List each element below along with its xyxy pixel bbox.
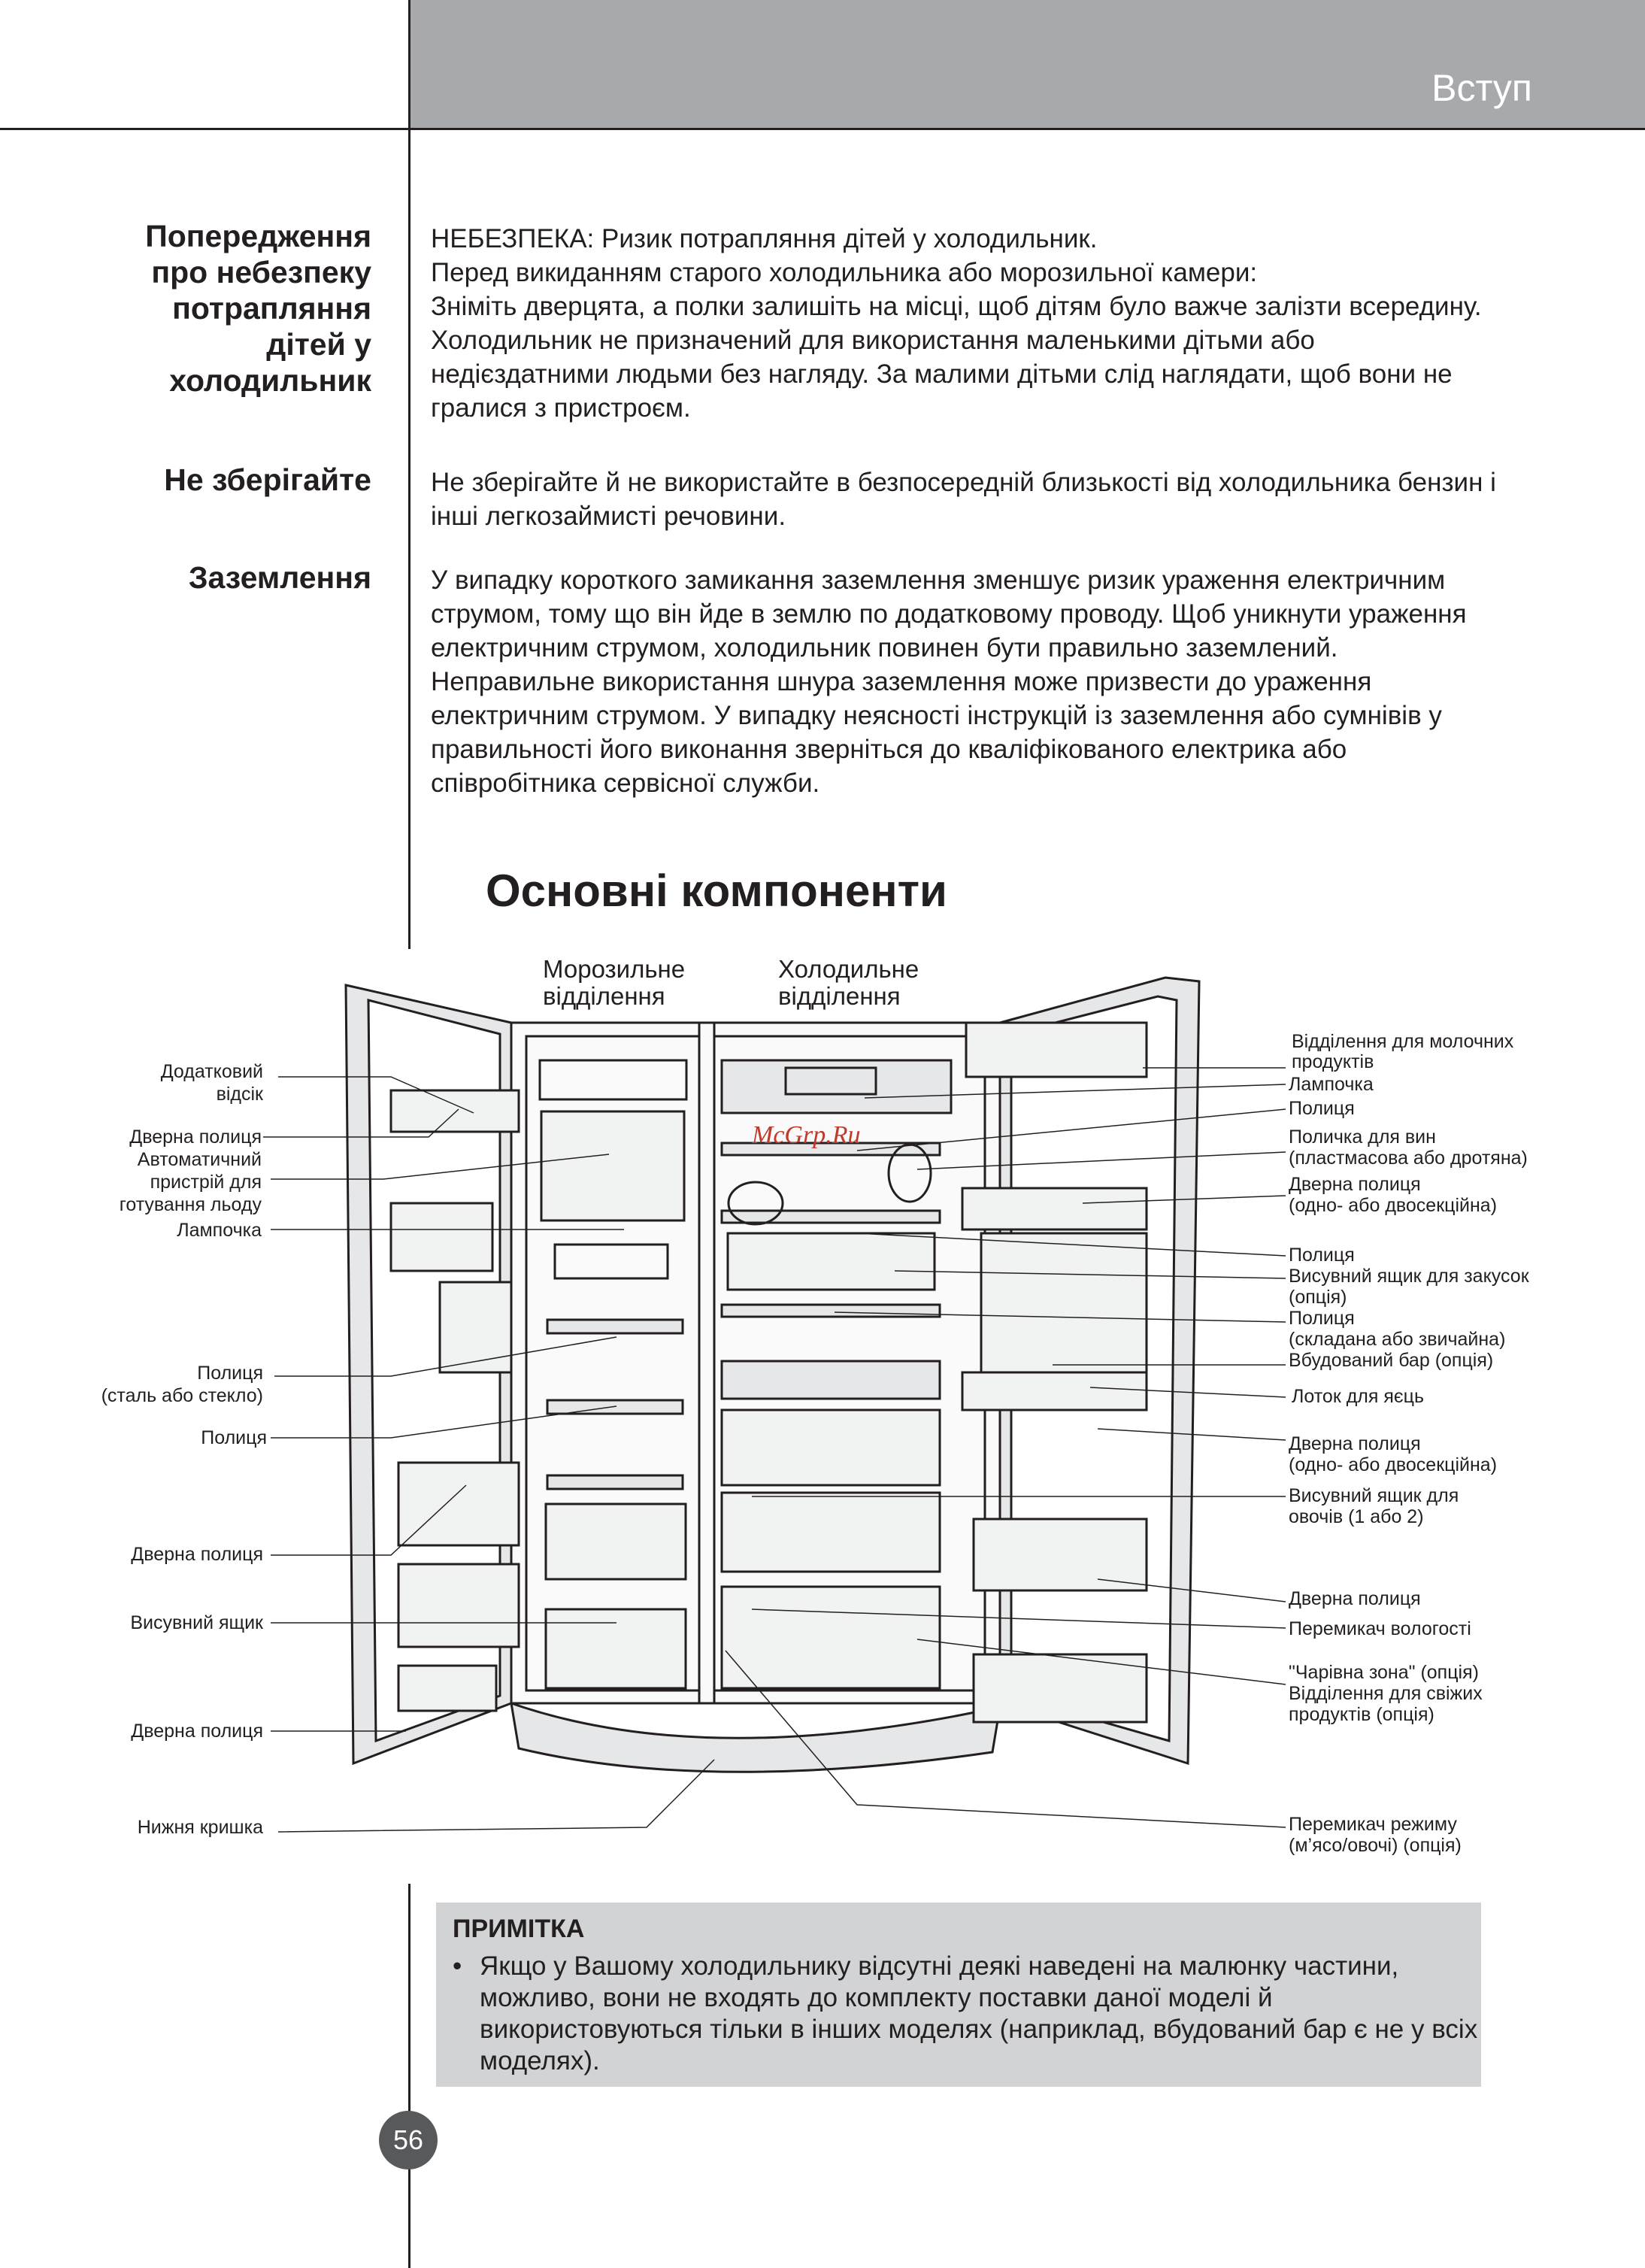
label-door-shelf-r2: Дверна полиця — [1289, 1433, 1421, 1454]
label-home-bar: Вбудований бар (опція) — [1289, 1350, 1494, 1371]
label-ice-maker-3: готування льоду — [119, 1194, 262, 1215]
watermark: McGrp.Ru — [752, 1121, 861, 1149]
label-snack-1: Висувний ящик для закусок — [1289, 1266, 1529, 1287]
note-body — [453, 1951, 1480, 2077]
label-door-shelf-r1b: (одно- або двосекційна) — [1289, 1195, 1498, 1216]
label-extra-compartment-2: відсік — [216, 1084, 263, 1105]
label-extra-compartment-1: Додатковий — [160, 1061, 263, 1082]
left-rule-top — [408, 0, 410, 949]
refrigerator-diagram — [0, 940, 1645, 1880]
label-wine-2: (пластмасова або дротяна) — [1289, 1148, 1528, 1169]
label-door-shelf-2: Дверна полиця — [131, 1544, 263, 1565]
paragraph: Перед викиданням старого холодильника або морозильної камери: — [431, 258, 1258, 287]
label-snack-2: (опція) — [1289, 1287, 1347, 1308]
label-shelf-r1: Полиця — [1289, 1098, 1355, 1119]
label-mode-switch-2: (м’ясо/овочі) (опція) — [1289, 1835, 1462, 1856]
label-lamp-left: Лампочка — [177, 1220, 262, 1241]
label-door-shelf-r3: Дверна полиця — [1289, 1588, 1421, 1609]
label-fridge-line1: Холодильне — [778, 955, 919, 983]
heading-child-danger: Попередження про небезпеку потрапляння дітей у холодильник — [145, 219, 371, 398]
label-mode-switch-1: Перемикач режиму — [1289, 1814, 1457, 1835]
label-ice-maker-2: пристрій для — [150, 1172, 262, 1193]
label-lamp-right: Лампочка — [1289, 1074, 1374, 1095]
paragraph: Не зберігайте й не використайте в безпосередній близькості від холодильника бензин і інші легкозаймисті речовини. — [431, 468, 1496, 531]
left-labels — [101, 1061, 267, 1838]
label-freezer-line2: відділення — [543, 982, 665, 1010]
label-magic-zone-1: "Чарівна зона" (опція) — [1289, 1662, 1479, 1683]
left-rule-bottom — [408, 1884, 410, 2268]
heading-grounding: Заземлення — [188, 560, 371, 595]
label-drawer: Висувний ящик — [130, 1612, 263, 1633]
paragraph: Зніміть дверцята, а полки залишіть на місці, щоб дітям було важче залізти всередину. Холодильник не призначений для використання маленькими дітьми або недієздатними людьми без нагляду. За малими дітьми слід наглядати, щоб вони не гралися з пристроєм. — [431, 292, 1482, 423]
right-labels — [1289, 1031, 1530, 1856]
label-bottom-cover: Нижня кришка — [137, 1817, 263, 1838]
label-shelf-fold-2: (складана або звичайна) — [1289, 1329, 1506, 1350]
label-fridge-line2: відділення — [778, 982, 901, 1010]
label-egg-tray: Лоток для яєць — [1292, 1386, 1425, 1407]
section-header-title: Вступ — [1431, 67, 1532, 109]
label-shelf-fold-1: Полиця — [1289, 1308, 1355, 1329]
bullet: • — [453, 1951, 462, 1981]
label-shelf-left: Полиця — [201, 1427, 267, 1448]
paragraph: У випадку короткого замикання заземлення зменшує ризик ураження електричним струмом, тому що він йде в землю по додатковому проводу. Щоб уникнути ураження електричним струмом, холодильник повинен бути правильно заземлений. Неправильне використання шнура заземлення може призвести до ураження електричним струмом. У випадку неясності інструкцій із заземлення або сумнівів у правильності його виконання зверніться до кваліфікованого електрика або співробітника сервісної служби. — [431, 565, 1467, 798]
label-magic-zone-2: Відділення для свіжих — [1289, 1683, 1483, 1704]
label-humidity-switch: Перемикач вологості — [1289, 1618, 1471, 1639]
label-ice-maker-1: Автоматичний — [137, 1149, 262, 1170]
label-magic-zone-3: продуктів (опція) — [1289, 1704, 1434, 1725]
components-title: Основні компоненти — [486, 866, 947, 916]
label-wine-1: Поличка для вин — [1289, 1126, 1436, 1148]
label-freezer-line1: Морозильне — [543, 955, 686, 983]
label-door-shelf-1: Дверна полиця — [129, 1126, 262, 1148]
label-door-shelf-r2b: (одно- або двосекційна) — [1289, 1454, 1498, 1475]
note-text: Якщо у Вашому холодильнику відсутні деякі наведені на малюнку частини, можливо, вони не входять до комплекту поставки даної моделі й використовуються тільки в інших моделях (наприклад, вбудований бар є не у всіх моделях). — [480, 1951, 1478, 2075]
label-shelf-r2: Полиця — [1289, 1245, 1355, 1266]
label-shelf-steel-1: Полиця — [197, 1363, 263, 1384]
text-do-not-store — [431, 465, 1498, 533]
note-title: ПРИМІТКА — [453, 1915, 585, 1943]
page-number: 56 — [379, 2111, 438, 2169]
label-door-shelf-r1: Дверна полиця — [1289, 1174, 1421, 1195]
text-child-danger — [431, 222, 1498, 425]
paragraph: НЕБЕЗПЕКА: Ризик потрапляння дітей у холодильник. — [431, 224, 1098, 253]
note-box — [436, 1903, 1481, 2087]
label-shelf-steel-2: (сталь або стекло) — [101, 1385, 263, 1406]
label-veg-drawer-1: Висувний ящик для — [1289, 1485, 1459, 1506]
header-rule — [0, 128, 1645, 130]
label-door-shelf-3: Дверна полиця — [131, 1721, 263, 1742]
text-grounding — [431, 563, 1498, 800]
heading-do-not-store: Не зберігайте — [164, 462, 371, 497]
label-veg-drawer-2: овочів (1 або 2) — [1289, 1506, 1424, 1527]
label-dairy-1: Відділення для молочних — [1292, 1031, 1514, 1052]
fridge-drawing — [346, 978, 1199, 1772]
label-dairy-2: продуктів — [1292, 1051, 1374, 1072]
